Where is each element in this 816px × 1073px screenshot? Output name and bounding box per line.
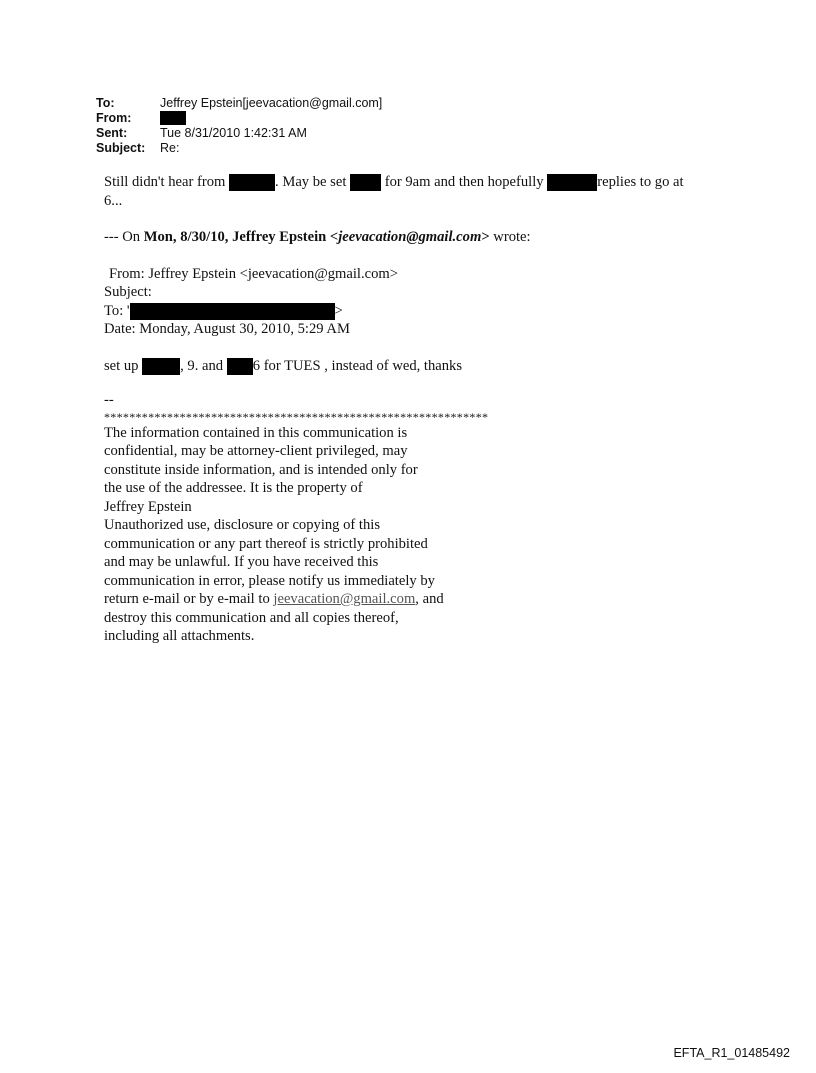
to-label: To: — [96, 96, 115, 110]
sig-line: communication in error, please notify us immediately by — [104, 572, 435, 589]
sig-fragment: , and — [415, 591, 444, 607]
sig-line: Jeffrey Epstein — [104, 498, 192, 515]
quote-intro-text: --- On — [104, 229, 141, 245]
sig-line: constitute inside information, and is intended only for — [104, 461, 418, 478]
quoted-subject: Subject: — [104, 284, 152, 300]
quote-bracket: > — [481, 229, 490, 245]
redaction-block — [547, 174, 597, 191]
quote-sender: Mon, 8/30/10, Jeffrey Epstein < — [143, 229, 339, 245]
subject-value: Re: — [160, 141, 180, 155]
subject-label: Subject: — [96, 141, 146, 155]
sig-line: the use of the addressee. It is the property of — [104, 480, 363, 496]
reply-fragment: for 9am and then hopefully — [384, 174, 544, 190]
redaction-block — [160, 111, 186, 125]
email-body — [104, 173, 744, 646]
header-subject-row — [96, 141, 382, 156]
sig-line — [104, 590, 744, 609]
redaction-block — [130, 303, 335, 320]
sig-stars: ************************************************************* — [104, 409, 489, 424]
sig-line: destroy this communication and all copies thereof, — [104, 609, 399, 626]
quoted-to-suffix: > — [334, 302, 343, 319]
sig-line: Unauthorized use, disclosure or copying of this — [104, 517, 381, 533]
quoted-header — [104, 265, 744, 339]
reply-fragment: Still didn't hear from — [104, 174, 226, 190]
sent-label: Sent: — [96, 126, 128, 140]
reply-text — [104, 173, 744, 210]
quoted-to-prefix: To: ' — [104, 302, 130, 319]
message-fragment: set up — [104, 357, 139, 374]
document-id: EFTA_R1_01485492 — [673, 1046, 790, 1060]
sig-line: and may be unlawful. If you have received this — [104, 554, 379, 570]
header-from-row — [96, 111, 382, 126]
header-sent-row — [96, 126, 382, 141]
quoted-from: From: Jeffrey Epstein <jeevacation@gmail.com> — [109, 265, 398, 282]
from-label: From: — [96, 111, 132, 125]
email-header — [96, 96, 382, 156]
sig-fragment: return e-mail or by e-mail to — [104, 591, 270, 607]
message-fragment: 6 for TUES , instead of wed, thanks — [252, 357, 463, 374]
reply-fragment: replies to go at — [597, 174, 684, 190]
sig-line: communication or any part thereof is strictly prohibited — [104, 535, 428, 552]
sig-dash: -- — [104, 392, 114, 408]
sent-value: Tue 8/31/2010 1:42:31 AM — [160, 126, 307, 140]
reply-fragment: . May be set — [275, 174, 347, 190]
sig-line: including all attachments. — [104, 628, 255, 644]
quote-email: jeevacation@gmail.com — [338, 229, 482, 245]
message-fragment: , 9. and — [180, 357, 224, 374]
message-text — [104, 357, 744, 376]
redaction-block — [142, 358, 180, 375]
reply-fragment: 6... — [104, 192, 123, 209]
redaction-block — [227, 358, 253, 375]
signature — [104, 391, 744, 646]
quoted-date: Date: Monday, August 30, 2010, 5:29 AM — [104, 321, 350, 337]
quoted-to — [104, 302, 744, 321]
quote-bold-text — [144, 229, 490, 245]
email-link[interactable]: jeevacation@gmail.com — [273, 591, 416, 607]
to-value: Jeffrey Epstein[jeevacation@gmail.com] — [160, 96, 383, 110]
quote-wrote: wrote: — [489, 229, 531, 245]
header-to-row — [96, 96, 382, 111]
sig-line: The information contained in this communication is — [104, 424, 408, 441]
redaction-block — [229, 174, 275, 191]
quote-intro — [104, 228, 744, 247]
redaction-block — [350, 174, 381, 191]
sig-line: confidential, may be attorney-client privileged, may — [104, 443, 408, 459]
